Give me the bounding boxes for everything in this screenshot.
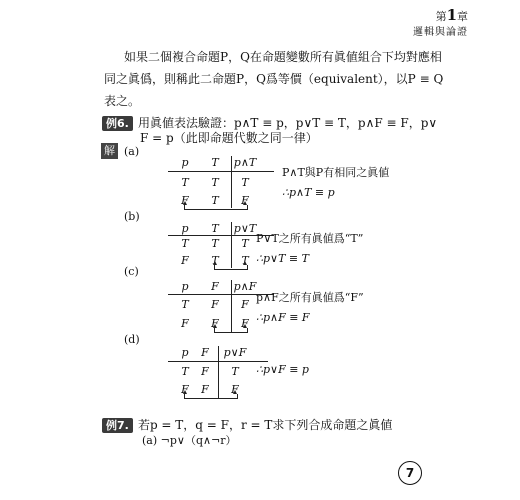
table-d-arrow-right — [233, 390, 237, 394]
table-b-cell: F — [181, 254, 189, 267]
part-d-note2: ∴p∨F ≡ p — [256, 363, 309, 376]
table-d-cell: T — [181, 365, 189, 378]
table-a-cell: T — [211, 194, 219, 207]
table-c-divider — [231, 280, 232, 332]
table-c-cell: F — [211, 298, 219, 311]
table-b-cell: T — [211, 237, 219, 250]
table-b-cell: T — [241, 254, 249, 267]
table-a-bracket — [184, 205, 248, 210]
intro-paragraph: 如果二個複合命題P，Q在命題變數所有眞値組合下均對應相同之眞僞，則稱此二命題P，Q爲等價（equivalent），以P ≡ Q表之。 — [104, 50, 444, 108]
table-b-cell: T — [211, 254, 219, 267]
table-a-header-t: T — [211, 156, 219, 169]
chapter-suffix: 章 — [457, 10, 468, 23]
table-d-cell: F — [201, 365, 209, 378]
table-c-cell: F — [181, 317, 189, 330]
part-b-label: (b) — [124, 210, 140, 223]
example6-label: 例6. — [102, 116, 133, 131]
table-b-cell: T — [241, 237, 249, 250]
table-c-arrow-left — [213, 324, 217, 328]
table-a-cell: F — [241, 194, 249, 207]
table-a-header-result: p∧T — [233, 156, 257, 169]
part-b-note2: ∴p∨T ≡ T — [256, 252, 309, 265]
table-c-cell: T — [181, 298, 189, 311]
example7-subpart: (a) ¬p∨（q∧¬r） — [142, 434, 237, 447]
table-a-cell: T — [211, 176, 219, 189]
table-d-cell: F — [231, 383, 239, 396]
part-a-note1: P∧T與P有相同之眞値 — [282, 166, 390, 179]
part-a-note2: ∴p∧T ≡ p — [282, 186, 335, 199]
part-d-label: (d) — [124, 333, 140, 346]
table-b-cell: T — [181, 237, 189, 250]
table-c-bracket — [214, 328, 248, 333]
table-a-cell: T — [241, 176, 249, 189]
truth-table-a — [168, 156, 278, 208]
example6-text: 用眞値表法驗證：p∧T ≡ p，p∨T ≡ T，p∧F ≡ F，p∨ — [137, 116, 438, 130]
part-c-label: (c) — [124, 265, 139, 278]
solution-label: 解 — [101, 143, 118, 159]
table-b-arrow-left — [213, 261, 217, 265]
table-a-cell: F — [181, 194, 189, 207]
table-d-cell: F — [201, 383, 209, 396]
part-b-note1: P∨T之所有眞値爲“T” — [256, 232, 364, 245]
table-c-header-p: p — [181, 280, 189, 293]
part-a-label: (a) — [124, 145, 140, 158]
table-d-divider — [218, 346, 219, 398]
table-d-header-f: F — [201, 346, 209, 359]
example6-text-line2: F = p（此即命題代數之同一律） — [140, 131, 318, 145]
table-d-header-result: p∨F — [223, 346, 247, 359]
table-b-divider — [231, 222, 232, 268]
table-a-arrow-left — [183, 201, 187, 205]
table-c-header-f: F — [211, 280, 219, 293]
table-b-header-result: p∨T — [233, 222, 257, 235]
table-a-arrow-right — [243, 201, 247, 205]
part-d-note — [256, 360, 309, 380]
table-b-header-t: T — [211, 222, 219, 235]
chapter-subtitle: 邏輯與論證 — [413, 27, 468, 38]
example7-row — [102, 414, 392, 433]
part-b-note — [256, 229, 363, 269]
table-b-bracket — [214, 265, 248, 270]
table-c-header-result: p∧F — [233, 280, 257, 293]
table-a-header-p: p — [181, 156, 189, 169]
table-a-header-rule — [168, 171, 274, 172]
table-d-cell: F — [181, 383, 189, 396]
example7-text: 若p = T，q = F，r = T求下列合成命題之眞値 — [137, 418, 393, 432]
part-c-note — [256, 288, 364, 328]
table-d-cell: T — [231, 365, 239, 378]
table-d-arrow-left — [183, 390, 187, 394]
part-c-note1: p∧F之所有眞値爲“F” — [256, 291, 364, 304]
table-c-arrow-right — [243, 324, 247, 328]
chapter-heading — [436, 6, 468, 24]
table-d-header-p: p — [181, 346, 189, 359]
table-c-cell: F — [241, 298, 249, 311]
example7-label: 例7. — [102, 418, 133, 433]
table-a-cell: T — [181, 176, 189, 189]
table-b-header-p: p — [181, 222, 189, 235]
chapter-prefix: 第 — [435, 10, 447, 23]
chapter-number: 1 — [446, 6, 457, 24]
table-c-cell: F — [211, 317, 219, 330]
table-b-arrow-right — [243, 261, 247, 265]
part-a-note — [282, 163, 389, 203]
table-c-cell: F — [241, 317, 249, 330]
page-number: 7 — [398, 461, 422, 485]
part-c-note2: ∴p∧F ≡ F — [256, 311, 310, 324]
table-d-bracket — [184, 394, 238, 399]
table-a-divider — [231, 156, 232, 208]
